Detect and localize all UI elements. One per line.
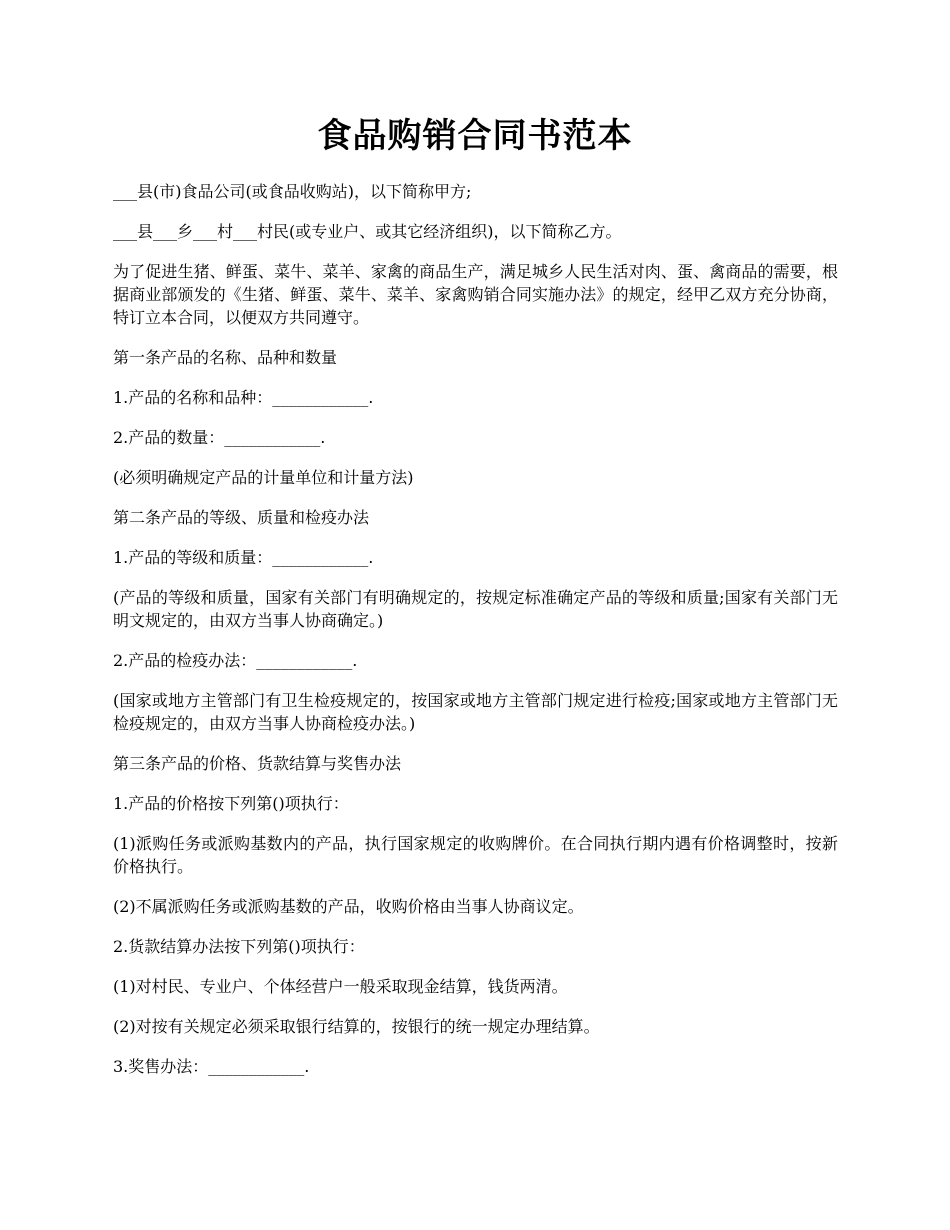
document-title: 食品购销合同书范本 bbox=[317, 116, 633, 156]
paragraph-item: 3.奖售办法：____________. bbox=[113, 1057, 310, 1076]
paragraph-item: 1.产品的等级和质量：____________. bbox=[113, 548, 374, 567]
paragraph-preamble: 为了促进生猪、鲜蛋、菜牛、菜羊、家禽的商品生产，满足城乡人民生活对肉、蛋、禽商品的需要，根据商业部颁发的《生猪、鲜蛋、菜牛、菜羊、家禽购销合同实施办法》的规定，经甲乙双方充分协商，特订立本合同，以便双方共同遵守。 bbox=[113, 262, 838, 327]
paragraph-subitem: (2)不属派购任务或派购基数的产品，收购价格由当事人协商议定。 bbox=[113, 897, 584, 916]
section-heading-article-3: 第三条产品的价格、货款结算与奖售办法 bbox=[113, 754, 402, 773]
paragraph-subitem: (1)对村民、专业户、个体经营户一般采取现金结算，钱货两清。 bbox=[113, 977, 568, 996]
paragraph-note: (必须明确规定产品的计量单位和计量方法) bbox=[113, 468, 414, 487]
paragraph-item: 1.产品的价格按下列第()项执行： bbox=[113, 794, 349, 813]
paragraph-party-a: ___县(市)食品公司(或食品收购站)，以下简称甲方; bbox=[113, 182, 472, 201]
paragraph-item: 2.产品的检疫办法：____________. bbox=[113, 651, 358, 670]
paragraph-item: 2.货款结算办法按下列第()项执行： bbox=[113, 937, 365, 956]
paragraph-subitem: (2)对按有关规定必须采取银行结算的，按银行的统一规定办理结算。 bbox=[113, 1017, 600, 1036]
paragraph-item: 1.产品的名称和品种：____________. bbox=[113, 388, 374, 407]
document-body bbox=[113, 180, 838, 1095]
section-heading-article-2: 第二条产品的等级、质量和检疫办法 bbox=[113, 508, 370, 527]
paragraph-note: (国家或地方主管部门有卫生检疫规定的，按国家或地方主管部门规定进行检疫;国家或地方主管部门无检疫规定的，由双方当事人协商检疫办法。) bbox=[113, 691, 838, 733]
paragraph-party-b: ___县___乡___村___村民(或专业户、或其它经济组织)，以下简称乙方。 bbox=[113, 222, 622, 241]
paragraph-subitem: (1)派购任务或派购基数内的产品，执行国家规定的收购牌价。在合同执行期内遇有价格调整时，按新价格执行。 bbox=[113, 834, 838, 876]
paragraph-note: (产品的等级和质量，国家有关部门有明确规定的，按规定标准确定产品的等级和质量;国家有关部门无明文规定的，由双方当事人协商确定。) bbox=[113, 588, 838, 630]
section-heading-article-1: 第一条产品的名称、品种和数量 bbox=[113, 348, 338, 367]
paragraph-item: 2.产品的数量：____________. bbox=[113, 428, 326, 447]
